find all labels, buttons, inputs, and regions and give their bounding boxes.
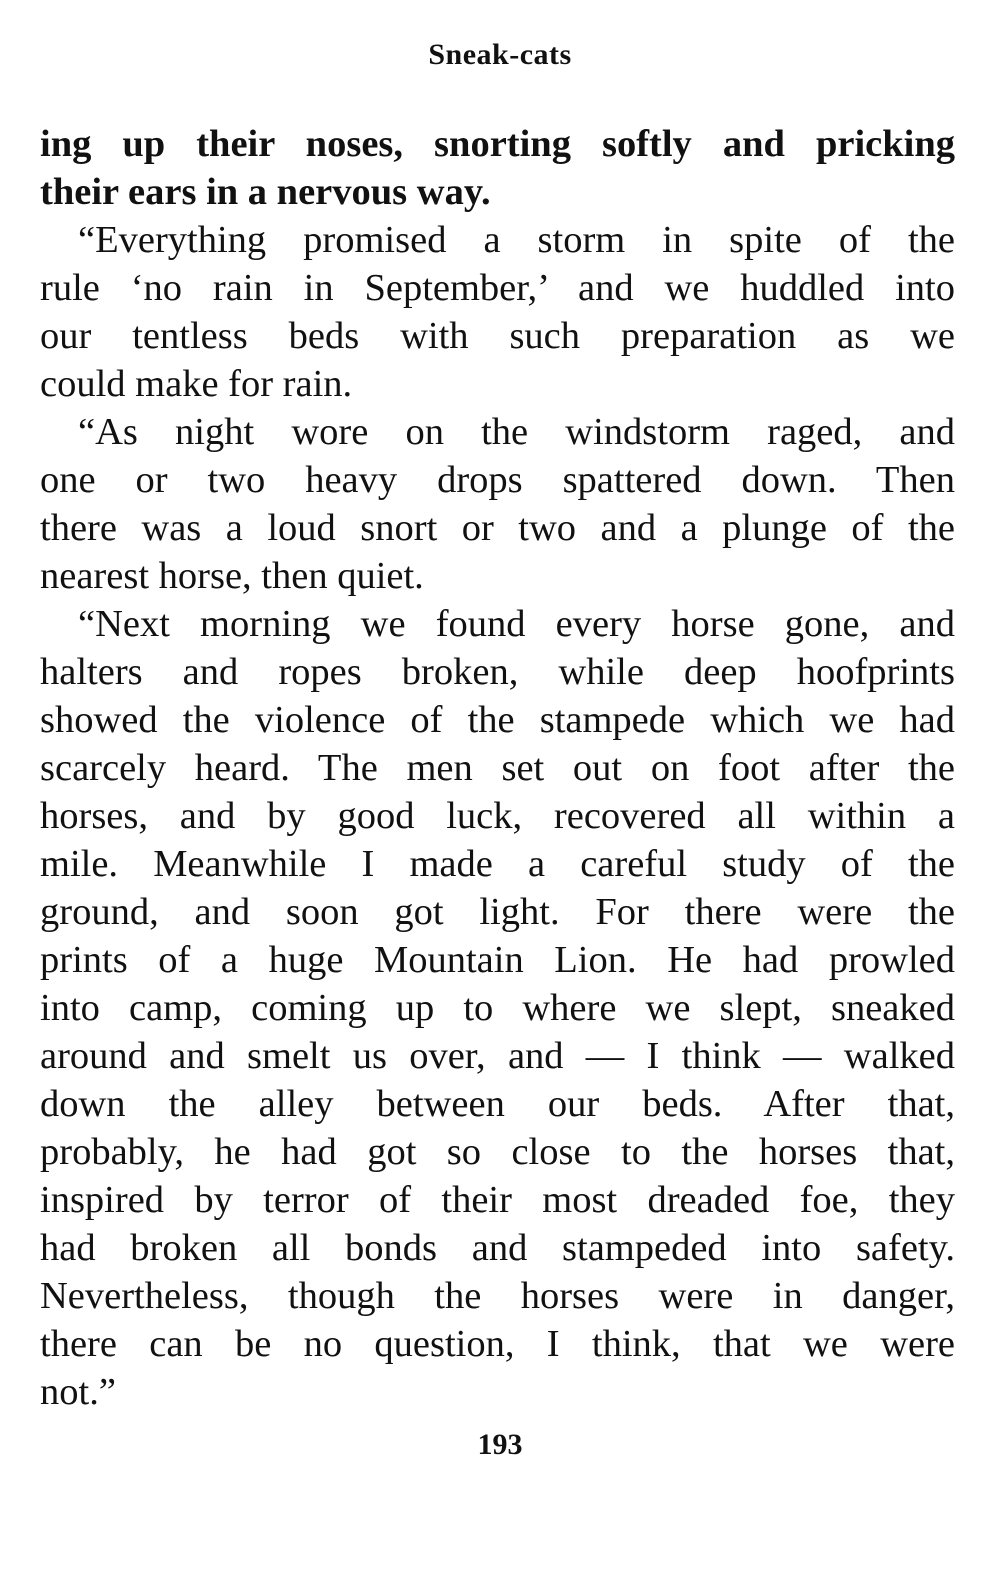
paragraph-4 [40, 600, 955, 1416]
text-line: horses, and by good luck, recovered all within a [40, 795, 955, 837]
text-line: there was a loud snort or two and a plunge of the [40, 507, 955, 549]
text-line: “Next morning we found every horse gone, and [78, 603, 955, 645]
text-line: around and smelt us over, and — I think — walked [40, 1035, 955, 1077]
paragraph-3 [40, 408, 955, 600]
text-line: our tentless beds with such preparation as we [40, 315, 955, 357]
text-line: rule ‘no rain in September,’ and we huddled into [40, 267, 955, 309]
text-line: not.” [40, 1371, 116, 1413]
text-line: there can be no question, I think, that we were [40, 1323, 955, 1365]
text-line: into camp, coming up to where we slept, sneaked [40, 987, 955, 1029]
text-line: “Everything promised a storm in spite of the [78, 219, 955, 261]
text-line: inspired by terror of their most dreaded foe, they [40, 1179, 955, 1221]
text-line: ing up their noses, snorting softly and pricking [40, 123, 955, 165]
paragraph-1 [40, 120, 955, 216]
text-line: halters and ropes broken, while deep hoofprints [40, 651, 955, 693]
text-line: down the alley between our beds. After that, [40, 1083, 955, 1125]
text-line: “As night wore on the windstorm raged, and [78, 411, 955, 453]
text-line: scarcely heard. The men set out on foot after the [40, 747, 955, 789]
text-line: ground, and soon got light. For there were the [40, 891, 955, 933]
text-line: could make for rain. [40, 363, 353, 405]
text-line: one or two heavy drops spattered down. Then [40, 459, 955, 501]
text-line: probably, he had got so close to the horses that, [40, 1131, 955, 1173]
text-line: Nevertheless, though the horses were in danger, [40, 1275, 955, 1317]
text-line: mile. Meanwhile I made a careful study of the [40, 843, 955, 885]
body-text [40, 120, 955, 1416]
text-line: showed the violence of the stampede which we had [40, 699, 955, 741]
page-number: 193 [477, 1428, 523, 1461]
text-line: nearest horse, then quiet. [40, 555, 424, 597]
text-line: their ears in a nervous way. [40, 171, 491, 213]
paragraph-2 [40, 216, 955, 408]
running-head: Sneak-cats [428, 38, 572, 71]
text-line: had broken all bonds and stampeded into safety. [40, 1227, 955, 1269]
text-line: prints of a huge Mountain Lion. He had prowled [40, 939, 955, 981]
